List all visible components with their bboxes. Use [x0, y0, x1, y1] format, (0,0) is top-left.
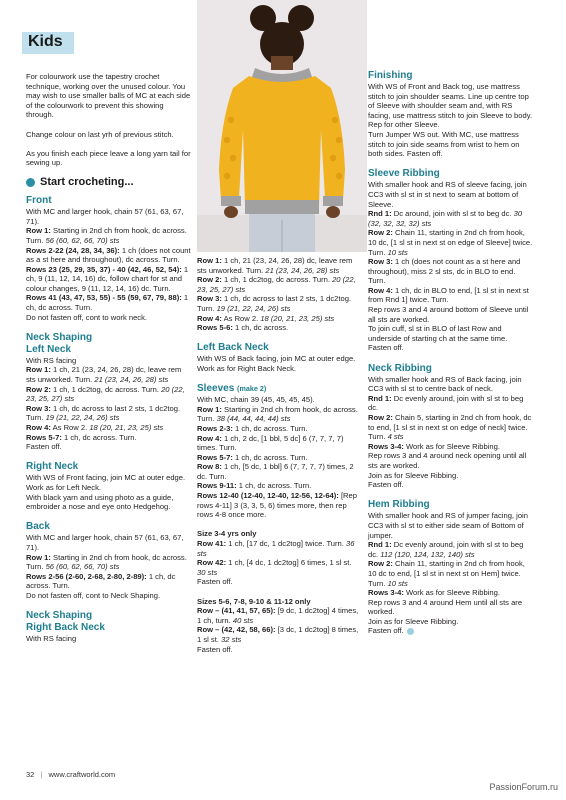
instruction-row: Rows 5-7: 1 ch, dc across. Turn.: [26, 432, 137, 442]
instruction-row: Row 2: Chain 11, starting in 2nd ch from hook, 10 dc, [1 sl st in next st on edge of Sleeve] twice. Turn. 10 sts: [368, 228, 533, 257]
size-heading: Sizes 5-6, 7-8, 9-10 & 11-12 only: [197, 596, 311, 606]
section-badge-label: Kids: [28, 33, 63, 50]
instruction-row: Row 1: Starting in 2nd ch from hook, dc across. Turn. 38 (44, 44, 44, 44) sts: [197, 404, 358, 424]
section-heading: Neck Shaping: [26, 610, 93, 622]
section-badge: [22, 32, 74, 54]
instruction-row: Rows 5-7: 1 ch, dc across. Turn.: [197, 452, 308, 462]
instruction: Fasten off.: [197, 577, 233, 587]
instruction-row: Row 1: 1 ch, 21 (23, 24, 26, 28) dc, leave rem sts unworked. Turn. 21 (23, 24, 26, 28) sts: [26, 365, 182, 385]
start-heading: [26, 175, 191, 188]
intro-paragraph: As you finish each piece leave a long yarn tail for sewing up.: [26, 148, 191, 168]
instruction-row: Rnd 1: Dc evenly around, join with sl st to beg dc.: [368, 393, 524, 413]
section-heading: Left Back Neck: [197, 342, 269, 354]
intro-paragraph: For colourwork use the tapestry crochet technique, working over the unused colour. You may wish to use smaller balls of MC at each side of the colourwork to prevent this showing through.: [26, 72, 191, 120]
footer-separator: |: [40, 770, 43, 779]
section-heading: Sleeve Ribbing: [368, 168, 440, 180]
section-heading: Neck Shaping: [26, 331, 93, 343]
section-subheading: Left Neck: [26, 343, 72, 355]
instruction-row: Rows 2-56 (2-60, 2-68, 2-80, 2-89): 1 ch, dc across. Turn.: [26, 571, 176, 591]
instruction: Fasten off.: [197, 644, 233, 654]
section-heading: Right Neck: [26, 461, 79, 473]
instruction: With black yarn and using photo as a guide, embroider a nose and eye onto Hedgehog.: [26, 492, 174, 512]
instruction-row: Row – (42, 42, 58, 66): [3 dc, 1 dc2tog] 8 times, 1 sl st. 32 sts: [197, 625, 359, 644]
instruction-row: Rows 2-22 (24, 28, 34, 36): 1 ch (does not count as a st here and throughout), dc across. Turn.: [26, 245, 191, 265]
instruction-row: Row 4: 1 ch, dc in BLO to end, [1 sl st in next st from Rnd 1] twice. Turn.: [368, 285, 529, 305]
section-heading: Neck Ribbing: [368, 362, 432, 374]
instruction-row: Row 2: Chain 5, starting in 2nd ch from hook, dc to end, [1 sl st in next st on edge of neck] twice. Turn. 4 sts: [368, 413, 532, 442]
section-heading: Back: [26, 521, 50, 533]
instruction-row: Row 41: 1 ch, [17 dc, 1 dc2tog] twice. Turn. 36 sts: [197, 539, 355, 558]
instruction: With WS of Front and Back tog, use mattress stitch to join shoulder seams. Line up centre top of Sleeve with shoulder seam and, with RS facing, use mattress stitch to join Sleeve to body. Rep for other Sleeve.: [368, 82, 533, 130]
instruction-row: Row 2: Chain 11, starting in 2nd ch from hook, 10 dc to end, [1 sl st in next st on Hem] twice. Turn. 10 sts: [368, 559, 525, 588]
instruction: Rep rows 3 and 4 around bottom of Sleeve until all sts are worked.: [368, 305, 529, 324]
instruction: To join cuff, sl st in BLO of last Row and underside of starting ch at the same time.: [368, 324, 508, 343]
instruction: Turn Jumper WS out. With MC, use mattress stitch to join side seams from wrist to hem on both sides. Fasten off.: [368, 129, 520, 159]
instruction-row: Row 2: 1 ch, 1 dc2tog, dc across. Turn. 20 (22, 23, 25, 27) sts: [197, 275, 356, 294]
instruction: With smaller hook and RS of Back facing, join CC3 with sl st to centre back of neck.: [368, 374, 522, 394]
instruction: Fasten off.: [368, 480, 404, 490]
instruction: With MC and larger hook, chain 57 (61, 63, 67, 71).: [26, 207, 184, 226]
instruction-row: Row 3: 1 ch, dc across to last 2 sts, 1 dc2tog. Turn. 19 (21, 22, 24, 26) sts: [197, 294, 352, 313]
instruction-row: Row 42: 1 ch, [4 dc, 1 dc2tog] 6 times, 1 sl st. 30 sts: [197, 558, 352, 577]
instruction: With RS facing: [26, 634, 77, 644]
instruction: With MC, chain 39 (45, 45, 45, 45).: [197, 395, 315, 405]
intro-paragraph: Change colour on last yrh of previous stitch.: [26, 129, 174, 139]
instruction-row: Row 3: 1 ch, dc across to last 2 sts, 1 dc2tog. Turn. 19 (21, 22, 24, 26) sts: [26, 403, 181, 423]
size-heading: Size 3-4 yrs only: [197, 529, 257, 539]
instruction: With RS facing: [26, 355, 77, 365]
instruction: With MC and larger hook, chain 57 (61, 63, 67, 71).: [26, 533, 184, 552]
instruction: Rep rows 3 and 4 around neck opening until all sts are worked.: [368, 451, 527, 470]
instruction-row: Rnd 1: Dc evenly around, join with sl st to beg dc. 112 (120, 124, 132, 140) sts: [368, 540, 524, 559]
instruction-row: Row 4: As Row 2. 18 (20, 21, 23, 25) sts: [197, 313, 335, 323]
child-jumper-illustration: [197, 0, 367, 252]
page-number: 32: [26, 770, 35, 779]
section-heading: Front: [26, 195, 52, 207]
end-dot-icon: [407, 628, 414, 635]
column-right: [368, 70, 534, 636]
instruction: With WS of Front facing, join MC at outer edge. Work as for Left Neck.: [26, 473, 186, 492]
instruction-row: Row 1: 1 ch, 21 (23, 24, 26, 28) dc, leave rem sts unworked. Turn. 21 (23, 24, 26, 28) sts: [197, 256, 353, 275]
footer-website: www.craftworld.com: [48, 770, 116, 779]
instruction-row: Row 1: Starting in 2nd ch from hook, dc across. Turn. 56 (60, 62, 66, 70) sts: [26, 552, 187, 572]
instruction-row: Row 1: Starting in 2nd ch from hook, dc across. Turn. 56 (60, 62, 66, 70) sts: [26, 226, 187, 245]
instruction: Fasten off.: [368, 626, 534, 636]
section-subheading: Right Back Neck: [26, 622, 105, 634]
watermark: PassionForum.ru: [489, 782, 558, 792]
instruction-row: Rows 3-4: Work as for Sleeve Ribbing.: [368, 588, 500, 598]
instruction: Fasten off.: [368, 343, 404, 353]
instruction-row: Row 3: 1 ch (does not count as a st here and throughout), miss 2 sl sts, dc in BLO to end. Turn.: [368, 257, 521, 286]
instruction-row: Row – (41, 41, 57, 65): [9 dc, 1 dc2tog] 4 times, 1 ch, turn. 40 sts: [197, 606, 359, 625]
instruction: With smaller hook and RS of jumper facing, join CC3 with sl st to either side seam of Bottom of jumper.: [368, 511, 528, 540]
section-heading: Finishing: [368, 70, 413, 81]
section-heading: Hem Ribbing: [368, 499, 430, 511]
column-left: [26, 72, 191, 644]
instruction-row: Rows 5-6: 1 ch, dc across.: [197, 323, 289, 333]
product-photo: [197, 0, 367, 252]
instruction-row: Rows 3-4: Work as for Sleeve Ribbing.: [368, 441, 500, 451]
start-heading-text: Start crocheting...: [40, 175, 134, 188]
column-middle: [197, 256, 362, 654]
instruction-row: Row 2: 1 ch, 1 dc2tog, dc across. Turn. 20 (22, 23, 25, 27) sts: [26, 384, 185, 404]
instruction-row: Row 4: As Row 2. 18 (20, 21, 23, 25) sts: [26, 423, 164, 432]
section-heading: Sleeves (make 2): [197, 383, 267, 395]
instruction-row: Rows 41 (43, 47, 53, 55) - 55 (59, 67, 79, 88): 1 ch, dc across. Turn.: [26, 293, 189, 313]
bullet-dot-icon: [26, 178, 35, 187]
instruction-row: Rows 23 (25, 29, 35, 37) - 40 (42, 46, 52, 54): 1 ch, 9 (11, 12, 14, 16) dc, follow chart for st and colour changes, 9 (11, 12, 14, 16) dc. Turn.: [26, 264, 189, 293]
instruction-row: Rows 2-3: 1 ch, dc across. Turn.: [197, 423, 308, 433]
instruction-row: Rnd 1: Dc around, join with sl st to beg dc. 30 (32, 32, 32, 32) sts: [368, 209, 523, 228]
page-footer: [26, 770, 115, 779]
instruction: Rep rows 3 and 4 around Hem until all sts are worked.: [368, 597, 523, 617]
instruction-row: Row 4: 1 ch, 2 dc, [1 bbl, 5 dc] 6 (7, 7, 7, 7) times. Turn.: [197, 433, 344, 453]
instruction: Fasten off.: [26, 442, 62, 452]
instruction: With smaller hook and RS of sleeve facing, join CC3 with sl st in st next to seam at bottom of Sleeve.: [368, 180, 527, 209]
instruction: Join as for Sleeve Ribbing.: [368, 470, 459, 480]
instruction: Do not fasten off, cont to work neck.: [26, 312, 148, 322]
instruction: Do not fasten off, cont to Neck Shaping.: [26, 590, 161, 600]
instruction: Join as for Sleeve Ribbing.: [368, 616, 459, 626]
instruction-row: Row 8: 1 ch, [5 dc, 1 bbl] 6 (7, 7, 7, 7) times, 2 dc. Turn.: [197, 462, 354, 481]
instruction-row: Rows 12-40 (12-40, 12-40, 12-56, 12-64): [Rep rows 4-11] 3 (3, 3, 5, 6) times more, then rep rows 4-8 once more.: [197, 491, 357, 520]
instruction: Work as for Right Back Neck.: [197, 363, 297, 373]
instruction: With WS of Back facing, join MC at outer edge.: [197, 354, 356, 364]
instruction-row: Rows 9-11: 1 ch, dc across. Turn.: [197, 481, 312, 491]
